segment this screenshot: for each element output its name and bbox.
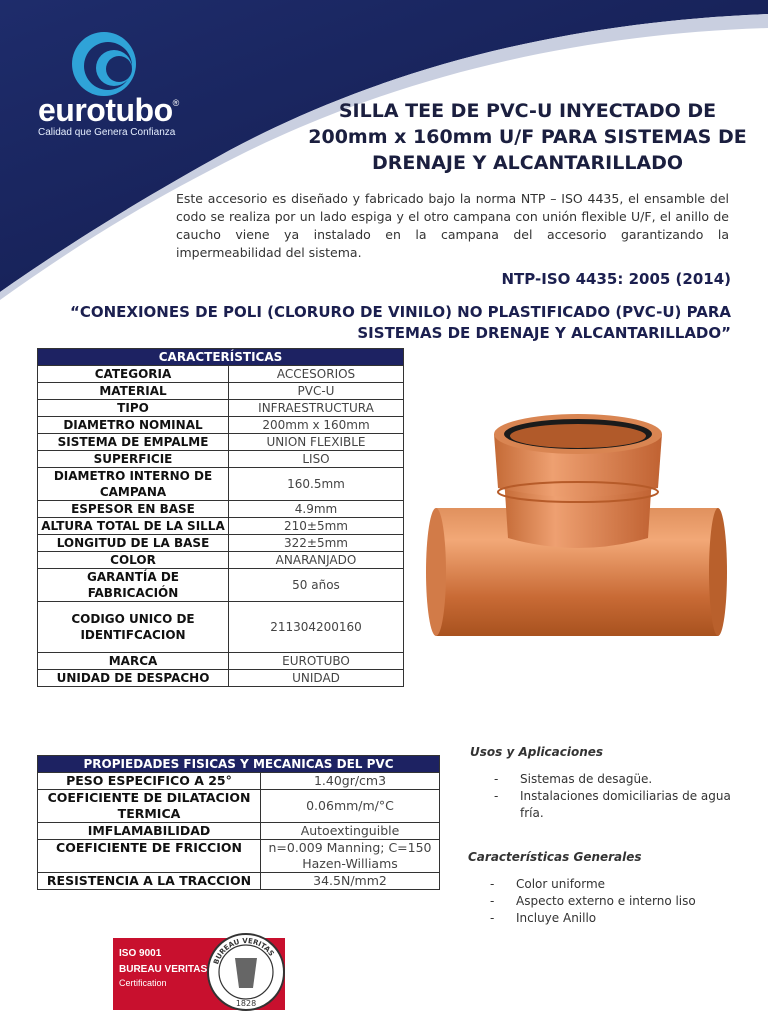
usos-heading: Usos y Aplicaciones bbox=[470, 745, 604, 759]
table-row: SUPERFICIE LISO bbox=[38, 451, 404, 468]
table-row: RESISTENCIA A LA TRACCION 34.5N/mm2 bbox=[38, 873, 440, 890]
table-row: COEFICIENTE DE FRICCION n=0.009 Manning; C=150 Hazen-Williams bbox=[38, 840, 440, 873]
characteristics-table bbox=[37, 348, 404, 687]
product-description: Este accesorio es diseñado y fabricado bajo la norma NTP – ISO 4435, el ensamble del codo se realiza por un lado espiga y el otro campana con unión flexible U/F, el anillo de caucho viene ya instalado en la campana del accesorio garantizando la impermeabilidad del sistema. bbox=[176, 191, 729, 260]
iso-certification-badge bbox=[113, 938, 285, 1010]
table-row: LONGITUD DE LA BASE 322±5mm bbox=[38, 535, 404, 552]
table-row: MATERIAL PVC-U bbox=[38, 383, 404, 400]
list-item: - Instalaciones domiciliarias de agua fría. bbox=[494, 788, 754, 822]
table-row: TIPO INFRAESTRUCTURA bbox=[38, 400, 404, 417]
cert-line-3: Certification bbox=[119, 978, 167, 988]
cert-line-1: ISO 9001 bbox=[119, 948, 162, 959]
brand-name: eurotubo® bbox=[38, 92, 179, 128]
table-row: IMFLAMABILIDAD Autoextinguible bbox=[38, 823, 440, 840]
properties-header: PROPIEDADES FISICAS Y MECANICAS DEL PVC bbox=[38, 756, 440, 773]
table-row: UNIDAD DE DESPACHO UNIDAD bbox=[38, 670, 404, 687]
table-row: ALTURA TOTAL DE LA SILLA 210±5mm bbox=[38, 518, 404, 535]
pvc-tee-fitting-image bbox=[422, 408, 732, 638]
seal-top-text: BUREAU VERITAS bbox=[212, 936, 276, 966]
table-row: DIAMETRO INTERNO DE CAMPANA 160.5mm bbox=[38, 468, 404, 501]
seal-year: 1828 bbox=[235, 999, 257, 1008]
list-item: - Color uniforme bbox=[490, 876, 750, 893]
list-item: - Aspecto externo e interno liso bbox=[490, 893, 750, 910]
table-row: PESO ESPECIFICO A 25° 1.40gr/cm3 bbox=[38, 773, 440, 790]
general-features-list bbox=[490, 876, 750, 927]
bureau-veritas-seal-icon bbox=[203, 928, 289, 1018]
table-row: DIAMETRO NOMINAL 200mm x 160mm bbox=[38, 417, 404, 434]
list-item: - Incluye Anillo bbox=[490, 910, 750, 927]
table-row: CODIGO UNICO DE IDENTIFCACION 211304200160 bbox=[38, 602, 404, 653]
characteristics-header: CARACTERÍSTICAS bbox=[38, 349, 404, 366]
table-row: COLOR ANARANJADO bbox=[38, 552, 404, 569]
physical-properties-table bbox=[37, 755, 440, 890]
table-row: MARCA EUROTUBO bbox=[38, 653, 404, 670]
standard-quote: “CONEXIONES DE POLI (CLORURO DE VINILO) NO PLASTIFICADO (PVC-U) PARA SISTEMAS DE DRENAJE Y ALCANTARILLADO” bbox=[69, 303, 731, 342]
table-row: COEFICIENTE DE DILATACION TERMICA 0.06mm/m/°C bbox=[38, 790, 440, 823]
table-row: SISTEMA DE EMPALME UNION FLEXIBLE bbox=[38, 434, 404, 451]
table-row: CATEGORIA ACCESORIOS bbox=[38, 366, 404, 383]
norm-reference: NTP-ISO 4435: 2005 (2014) bbox=[501, 270, 731, 288]
table-row: ESPESOR EN BASE 4.9mm bbox=[38, 501, 404, 518]
general-features-heading: Características Generales bbox=[468, 850, 642, 864]
list-item: - Sistemas de desagüe. bbox=[494, 771, 754, 788]
usos-list bbox=[494, 771, 754, 822]
cert-line-2: BUREAU VERITAS bbox=[119, 964, 208, 975]
product-title: SILLA TEE DE PVC-U INYECTADO DE 200mm x 160mm U/F PARA SISTEMAS DE DRENAJE Y ALCANTARILLADO bbox=[308, 100, 747, 174]
brand-tagline: Calidad que Genera Confianza bbox=[38, 127, 176, 138]
table-row: GARANTÍA DE FABRICACIÓN 50 años bbox=[38, 569, 404, 602]
